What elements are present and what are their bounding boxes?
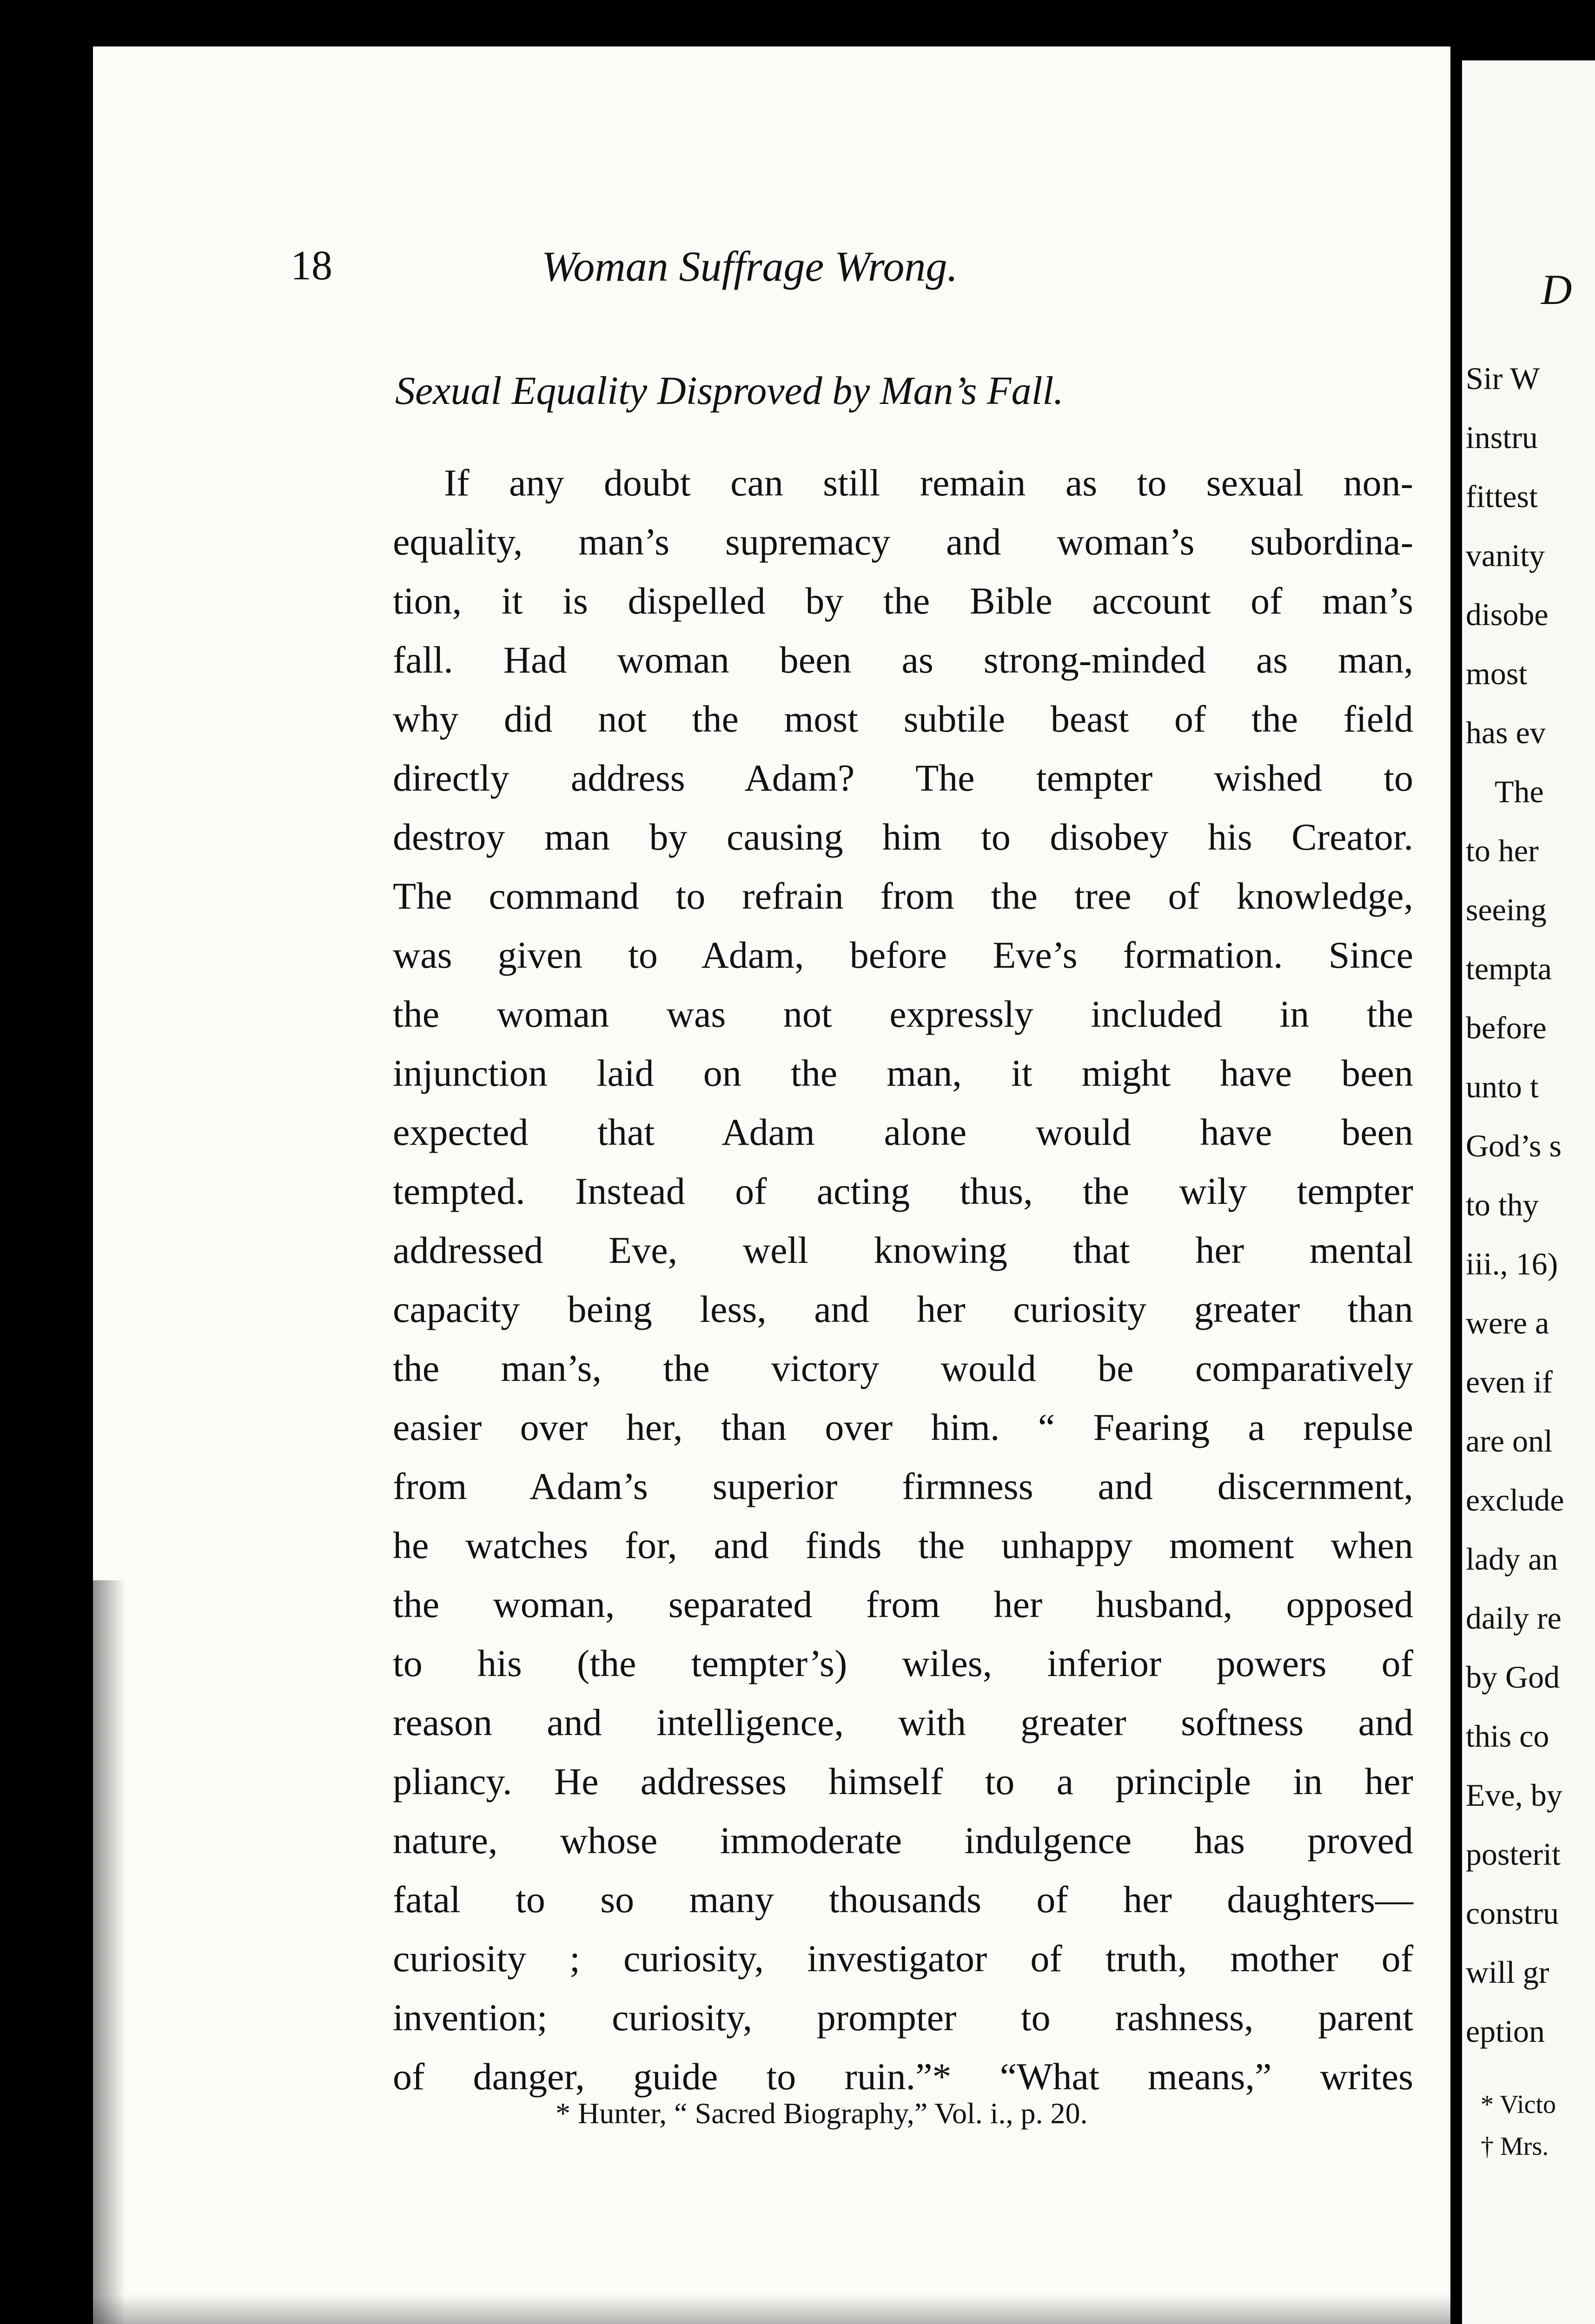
body-line: addressed Eve, well knowing that her mental	[393, 1229, 1413, 1271]
body-line: fatal to so many thousands of her daughters—	[393, 1878, 1413, 1921]
facing-page-line: to her	[1466, 833, 1539, 868]
body-line: If any doubt can still remain as to sexual non-	[444, 462, 1413, 504]
facing-page-line: lady an	[1466, 1541, 1558, 1577]
facing-page-line: exclude	[1466, 1482, 1564, 1518]
book-page	[93, 46, 1450, 2324]
body-line: equality, man’s supremacy and woman’s subordina-	[393, 521, 1413, 563]
body-line: expected that Adam alone would have been	[393, 1111, 1413, 1153]
body-line: curiosity ; curiosity, investigator of truth, mother of	[393, 1937, 1413, 1980]
body-line: from Adam’s superior firmness and discernment,	[393, 1465, 1413, 1507]
facing-page-footnote: * Victo	[1481, 2090, 1556, 2119]
facing-page-line: God’s s	[1466, 1128, 1562, 1163]
facing-page-line: even if	[1466, 1364, 1553, 1400]
body-line: The command to refrain from the tree of knowledge,	[393, 875, 1413, 917]
body-text	[393, 453, 1413, 2106]
facing-page-line: posterit	[1466, 1836, 1561, 1872]
body-line: reason and intelligence, with greater softness and	[393, 1701, 1413, 1743]
facing-page-line: tempta	[1466, 951, 1552, 986]
facing-page-line: are onl	[1466, 1423, 1553, 1459]
body-line: to his (the tempter’s) wiles, inferior powers of	[393, 1642, 1413, 1684]
section-heading: Sexual Equality Disproved by Man’s Fall.	[395, 368, 1064, 413]
body-line: capacity being less, and her curiosity greater than	[393, 1288, 1413, 1330]
body-line: why did not the most subtile beast of the field	[393, 698, 1413, 740]
body-line: was given to Adam, before Eve’s formation. Since	[393, 934, 1413, 976]
body-line: fall. Had woman been as strong-minded as man,	[393, 639, 1413, 681]
facing-page-line: instru	[1466, 420, 1538, 455]
facing-page-line: by God	[1466, 1659, 1560, 1695]
facing-page-line: will gr	[1466, 1954, 1549, 1990]
body-line: destroy man by causing him to disobey his Creator.	[393, 816, 1413, 858]
facing-page-line: daily re	[1466, 1600, 1562, 1636]
body-line: the woman, separated from her husband, opposed	[393, 1583, 1413, 1625]
body-line: pliancy. He addresses himself to a principle in her	[393, 1760, 1413, 1802]
facing-page-line: Eve, by	[1466, 1777, 1562, 1813]
running-title: Woman Suffrage Wrong.	[542, 243, 958, 290]
body-line: he watches for, and finds the unhappy moment when	[393, 1524, 1413, 1566]
body-line: tion, it is dispelled by the Bible account of man’s	[393, 580, 1413, 622]
facing-page-line: fittest	[1466, 479, 1538, 514]
facing-page-line: were a	[1466, 1305, 1549, 1340]
facing-page-line: disobe	[1466, 597, 1549, 632]
body-line: of danger, guide to ruin.”* “What means,” writes	[393, 2055, 1413, 2098]
running-head	[291, 242, 1406, 293]
body-line: nature, whose immoderate indulgence has proved	[393, 1819, 1413, 1862]
facing-page-line: this co	[1466, 1718, 1549, 1754]
page-number: 18	[291, 243, 332, 289]
facing-page-line: vanity	[1466, 538, 1545, 573]
body-line: directly address Adam? The tempter wished to	[393, 757, 1413, 799]
body-line: easier over her, than over him. “ Fearing a repulse	[393, 1406, 1413, 1448]
facing-page-footnote: † Mrs.	[1481, 2132, 1549, 2161]
footnote: * Hunter, “ Sacred Biography,” Vol. i., p. 20.	[556, 2097, 1088, 2130]
facing-page-line: unto t	[1466, 1069, 1539, 1104]
body-line: injunction laid on the man, it might have been	[393, 1052, 1413, 1094]
facing-page-line: before	[1466, 1010, 1547, 1045]
facing-page-line: eption	[1466, 2014, 1545, 2049]
body-line: invention; curiosity, prompter to rashness, parent	[393, 1996, 1413, 2039]
page-edge-shadow	[93, 2294, 1450, 2324]
facing-page-line: The	[1495, 774, 1544, 809]
facing-page-line: most	[1466, 656, 1528, 691]
body-line: the man’s, the victory would be comparatively	[393, 1347, 1413, 1389]
body-line: the woman was not expressly included in the	[393, 993, 1413, 1035]
facing-page-fragment	[1462, 60, 1595, 2324]
facing-page-line: to thy	[1466, 1187, 1539, 1222]
facing-page-line: Sir W	[1466, 361, 1540, 396]
facing-page-line: iii., 16)	[1466, 1246, 1558, 1281]
facing-page-line: seeing	[1466, 892, 1547, 927]
body-line: tempted. Instead of acting thus, the wily tempter	[393, 1170, 1413, 1212]
facing-page-line: has ev	[1466, 715, 1546, 750]
facing-page-line: constru	[1466, 1895, 1559, 1931]
facing-page-header: D	[1541, 266, 1572, 313]
